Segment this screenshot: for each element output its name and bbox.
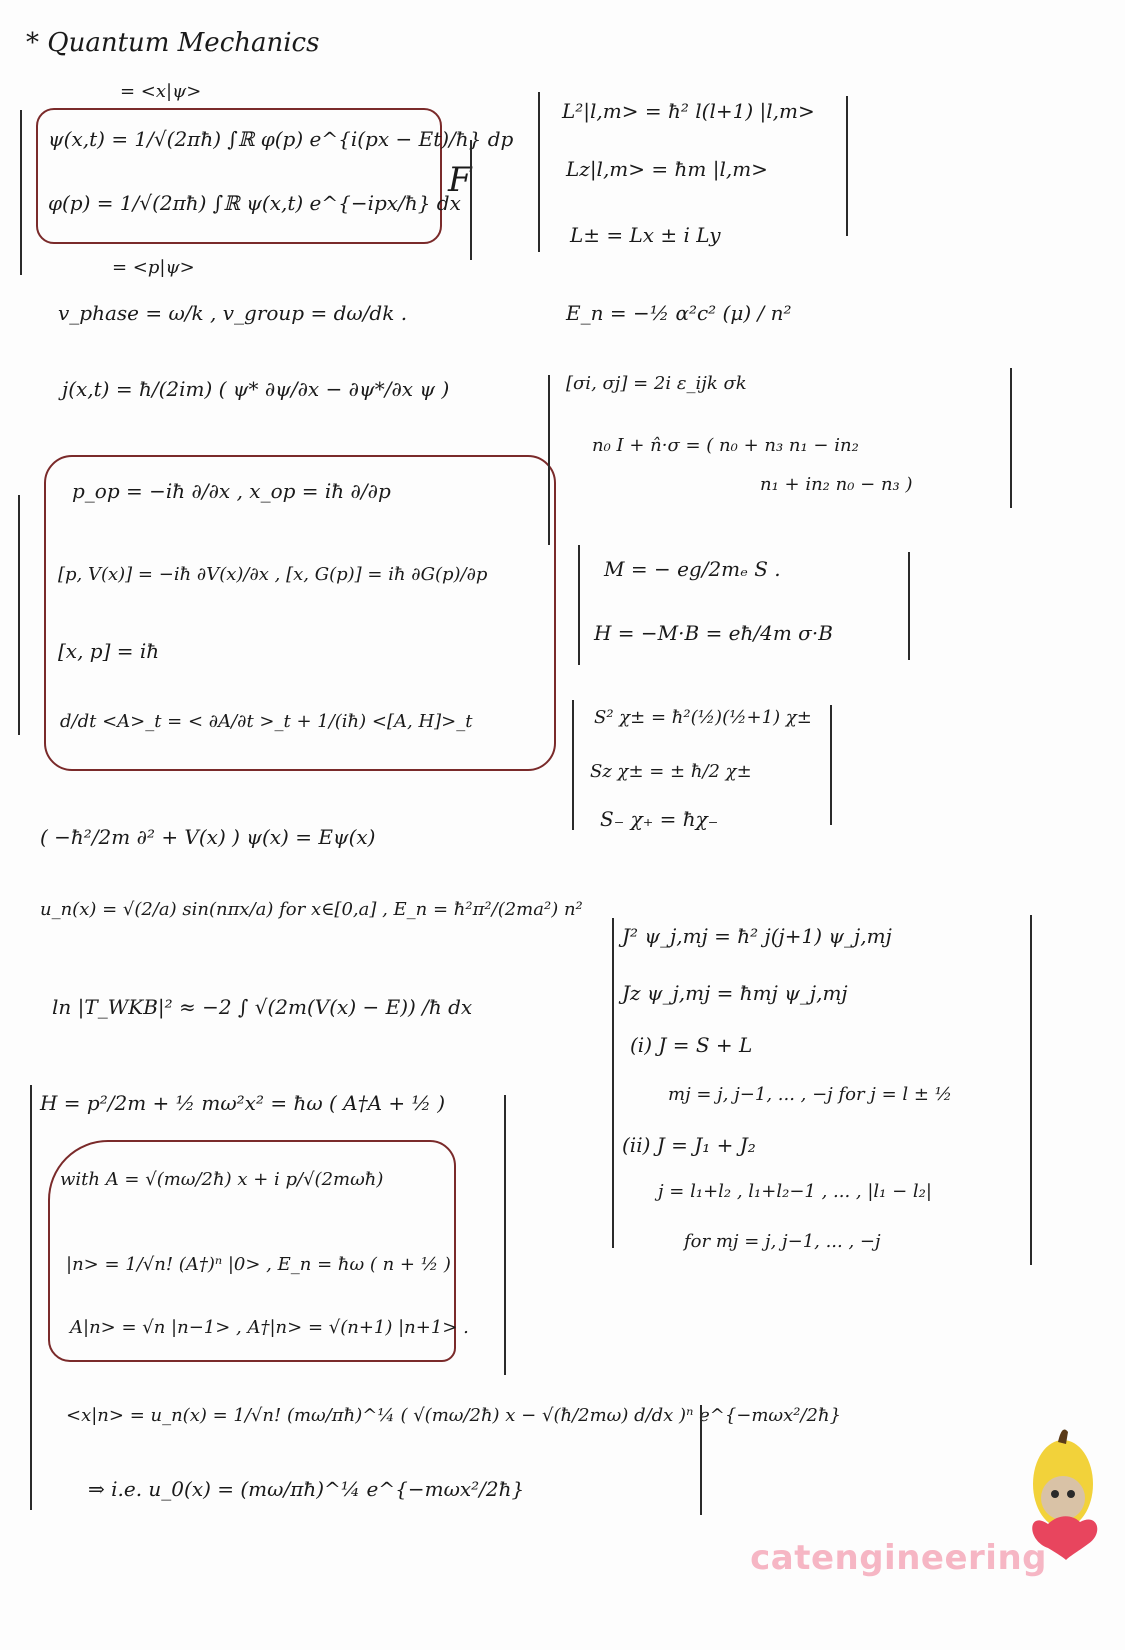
eq-fourier-psi: ψ(x,t) = 1/√(2πħ) ∫ℝ φ(p) e^{i(px − Et)/ħ} dp: [48, 127, 514, 151]
eq-Jz: Jz ψ_j,mj = ħmj ψ_j,mj: [622, 981, 848, 1005]
case-two-angular-j: j = l₁+l₂ , l₁+l₂−1 , ... , |l₁ − l₂|: [658, 1181, 932, 1202]
eq-fourier-phi: φ(p) = 1/√(2πħ) ∫ℝ ψ(x,t) e^{−ipx/ħ} dx: [48, 191, 461, 215]
eq-pauli-commutator: [σi, σj] = 2i ε_ijk σk: [566, 373, 747, 394]
bracket-J-left: [612, 918, 614, 1248]
eq-ladder-operator: with A = √(mω/2ħ) x + i p/√(2mωħ): [60, 1169, 384, 1190]
eq-velocities: v_phase = ω/k , v_group = dω/dk .: [58, 301, 408, 325]
eq-L-squared: L²|l,m> = ħ² l(l+1) |l,m>: [562, 99, 815, 123]
bracket-moment-left: [578, 545, 580, 665]
bracket-spin-right: [830, 705, 832, 825]
case-spin-orbit: (i) J = S + L: [630, 1033, 753, 1057]
eq-ground-state: ⇒ i.e. u_0(x) = (mω/πħ)^¼ e^{−mωx²/2ħ}: [88, 1477, 525, 1501]
fourier-right-bracket: [470, 140, 472, 260]
case-two-angular-momenta: (ii) J = J₁ + J₂: [622, 1133, 756, 1157]
eq-infinite-well: u_n(x) = √(2/a) sin(nπx/a) for x∈[0,a] , E_n = ħ²π²/(2ma²) n²: [40, 899, 583, 920]
left-bracket-operators: [18, 495, 20, 735]
left-bracket-fourier: [20, 110, 22, 275]
eq-L-plus-minus: L± = Lx ± i Ly: [570, 223, 721, 247]
bracket-pauli-left: [548, 375, 550, 545]
eq-Lz: Lz|l,m> = ħm |l,m>: [566, 157, 768, 181]
bracket-pauli-right: [1010, 368, 1012, 508]
eq-oscillator-hamiltonian: H = p²/2m + ½ mω²x² = ħω ( A†A + ½ ): [40, 1091, 446, 1115]
eq-x-p-commutator: [x, p] = iħ: [58, 639, 160, 663]
bracket-J-right: [1030, 915, 1032, 1265]
eq-probability-current: j(x,t) = ħ/(2im) ( ψ* ∂ψ/∂x − ∂ψ*/∂x ψ ): [62, 377, 450, 401]
eq-spin-lowering: S₋ χ₊ = ħχ₋: [600, 807, 719, 831]
right-bracket-angular-left: [538, 92, 540, 252]
eq-hydrogen-energy: E_n = −½ α²c² (μ) / n²: [566, 301, 792, 325]
eq-ladder-action: A|n> = √n |n−1> , A†|n> = √(n+1) |n+1> .: [70, 1317, 469, 1338]
right-bracket-wavefunction: [700, 1405, 702, 1515]
case-two-angular-mj: for mj = j, j−1, ... , −j: [684, 1231, 881, 1252]
page-title: * Quantum Mechanics: [26, 28, 320, 58]
watermark: catengineering: [750, 1538, 1047, 1578]
eq-spin-S2: S² χ± = ħ²(½)(½+1) χ±: [594, 707, 812, 728]
right-bracket-oscillator: [504, 1095, 506, 1375]
eq-wkb: ln |T_WKB|² ≈ −2 ∫ √(2m(V(x) − E)) /ħ dx: [52, 995, 473, 1019]
eq-commutators: [p, V(x)] = −iħ ∂V(x)/∂x , [x, G(p)] = iħ ∂G(p)/∂p: [58, 564, 488, 585]
bracket-moment-right: [908, 552, 910, 660]
eq-number-state: |n> = 1/√n! (A†)ⁿ |0> , E_n = ħω ( n + ½ ): [66, 1254, 451, 1275]
eq-zeeman: H = −M·B = eħ/4m σ·B: [594, 621, 833, 645]
eq-oscillator-wavefunction: <x|n> = u_n(x) = 1/√n! (mω/πħ)^¼ ( √(mω/2ħ) x − √(ħ/2mω) d/dx )ⁿ e^{−mωx²/2ħ}: [66, 1405, 842, 1426]
bracket-spin-left: [572, 700, 574, 830]
case-spin-orbit-mj: mj = j, j−1, ... , −j for j = l ± ½: [668, 1084, 953, 1105]
eq-spin-Sz: Sz χ± = ± ħ/2 χ±: [590, 761, 752, 782]
eq-magnetic-moment: M = − eg/2mₑ S .: [604, 557, 781, 581]
left-bracket-oscillator: [30, 1085, 32, 1510]
eq-pauli-matrix-row2: n₁ + in₂ n₀ − n₃ ): [760, 474, 913, 495]
eq-pauli-matrix-row1: n₀ I + n̂·σ = ( n₀ + n₃ n₁ − in₂: [592, 435, 859, 456]
right-bracket-angular-right: [846, 96, 848, 236]
fourier-transform-label: F: [448, 160, 472, 200]
eq-ehrenfest: d/dt <A>_t = < ∂A/∂t >_t + 1/(iħ) <[A, H]>_t: [60, 711, 473, 732]
note-x-psi: = <x|ψ>: [120, 81, 202, 102]
note-p-psi: = <p|ψ>: [112, 257, 195, 278]
eq-operators: p_op = −iħ ∂/∂x , x_op = iħ ∂/∂p: [72, 479, 391, 503]
eq-schrodinger: ( −ħ²/2m ∂² + V(x) ) ψ(x) = Eψ(x): [40, 825, 376, 849]
eq-J-squared: J² ψ_j,mj = ħ² j(j+1) ψ_j,mj: [622, 924, 892, 948]
